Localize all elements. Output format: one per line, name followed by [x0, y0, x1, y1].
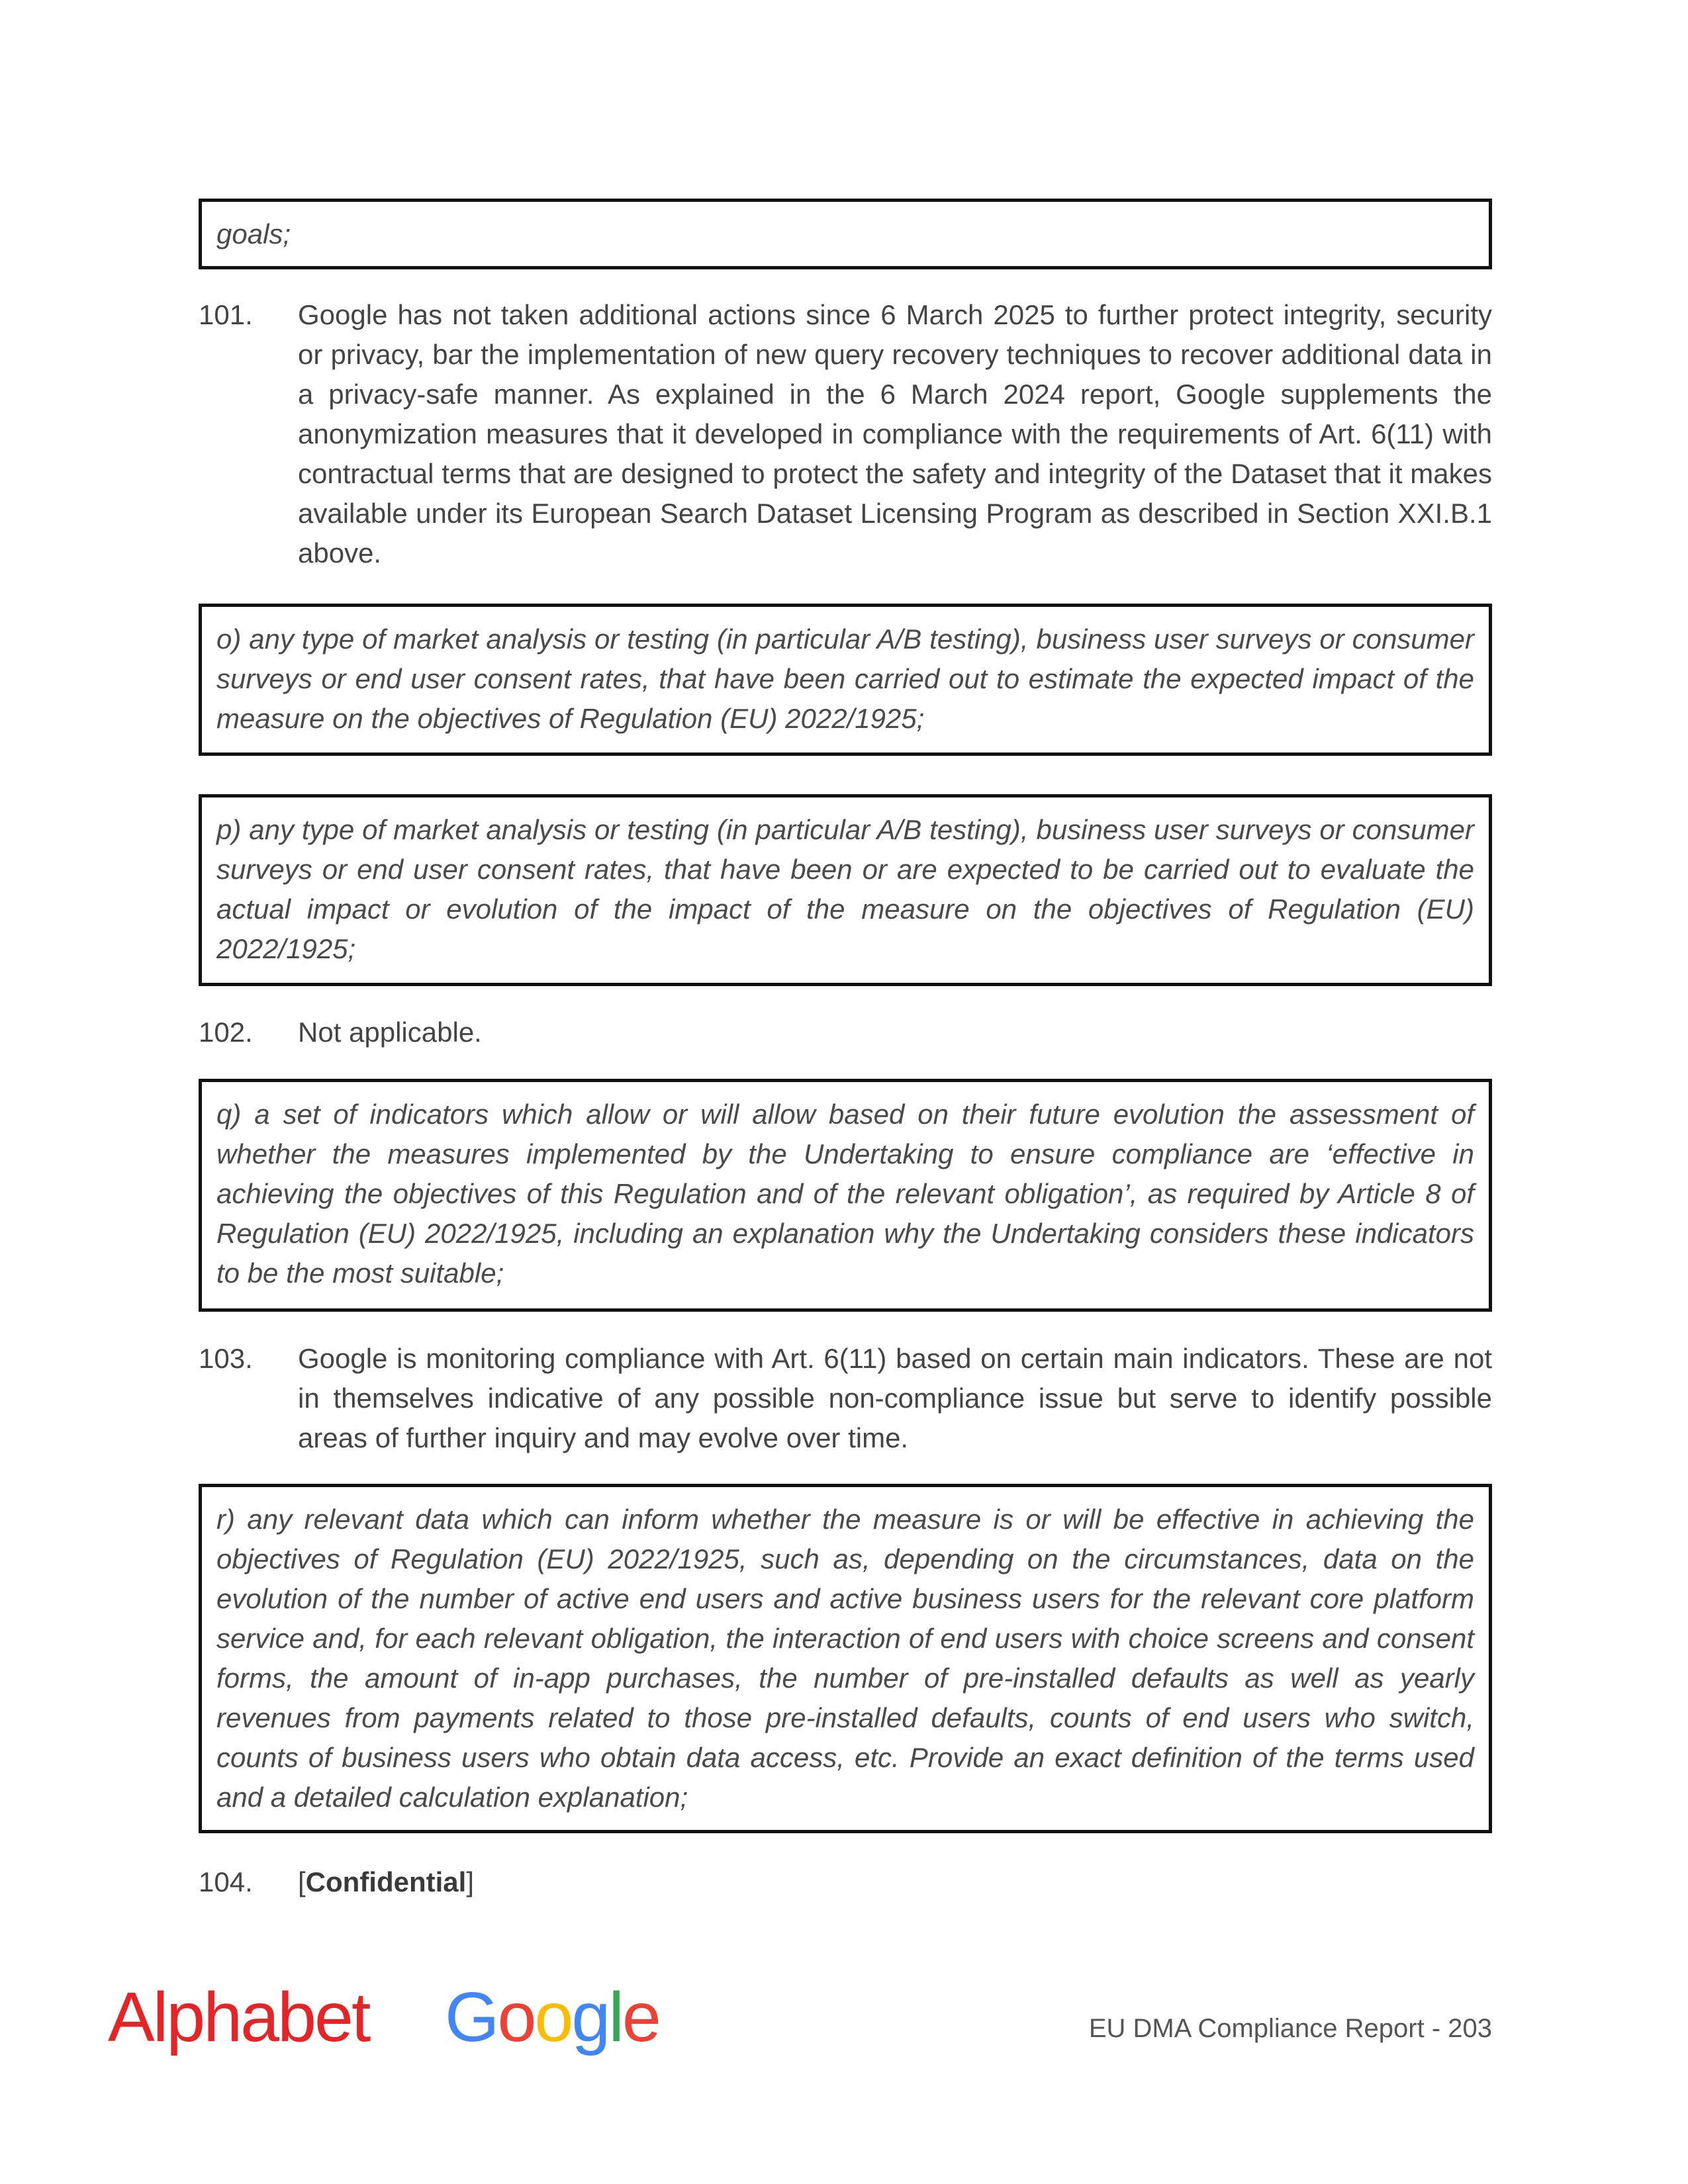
google-logo-letter: o: [497, 1978, 535, 2056]
google-logo-letter: e: [622, 1978, 659, 2056]
requirement-text: goals;: [216, 218, 291, 250]
google-logo-letter: o: [534, 1978, 572, 2056]
requirement-text: p) any type of market analysis or testing (in particular A/B testing), business user surveys or consumer surveys or end user consent rates, that have been or are expected to be carried out to evaluate the actual impact or evolution of the impact of the measure on the objectives of Regulation (EU) 2022/1925;: [216, 814, 1474, 964]
google-logo-letter: l: [608, 1978, 622, 2056]
requirement-text: o) any type of market analysis or testing (in particular A/B testing), business user surveys or consumer surveys or end user consent rates, that have been carried out to estimate the expected impact of the measure on the objectives of Regulation (EU) 2022/1925;: [216, 623, 1474, 734]
paragraph-text: [298, 1862, 1492, 1902]
paragraph-102: [199, 1013, 1492, 1052]
paragraph-number: 101.: [199, 299, 253, 330]
paragraph-text: Google is monitoring compliance with Art. 6(11) based on certain main indicators. These are not in themselves indicative of any possible non-compliance issue but serve to identify possible areas of further inquiry and may evolve over time.: [298, 1343, 1492, 1453]
google-logo-letter: g: [571, 1978, 609, 2056]
requirement-text: r) any relevant data which can inform whether the measure is or will be effective in achieving the objectives of Regulation (EU) 2022/1925, such as, depending on the circumstances, data on the evolution of the number of active end users and active business users for the relevant core platform service and, for each relevant obligation, the interaction of end users with choice screens and consent forms, the amount of in-app purchases, the number of pre-installed defaults as well as yearly revenues from payments related to those pre-installed defaults, counts of end users who switch, counts of business users who obtain data access, etc. Provide an exact definition of the terms used and a detailed calculation explanation;: [216, 1504, 1474, 1813]
paragraph-number: 103.: [199, 1343, 253, 1374]
paragraph-number: 102.: [199, 1017, 253, 1048]
requirement-box-p: [199, 794, 1492, 986]
google-logo: [445, 1978, 659, 2057]
requirement-text: q) a set of indicators which allow or will allow based on their future evolution the assessment of whether the measures implemented by the Undertaking to ensure compliance are ‘effective in achieving the objectives of this Regulation and of the relevant obligation’, as required by Article 8 of Regulation (EU) 2022/1925, including an explanation why the Undertaking considers these indicators to be the most suitable;: [216, 1099, 1474, 1289]
paragraph-text: Not applicable.: [298, 1017, 482, 1048]
paragraph-text: Google has not taken additional actions since 6 March 2025 to further protect integrity, security or privacy, bar the implementation of new query recovery techniques to recover additional data in a privacy-safe manner. As explained in the 6 March 2024 report, Google supplements the anonymization measures that it developed in compliance with the requirements of Art. 6(11) with contractual terms that are designed to protect the safety and integrity of the Dataset that it makes available under its European Search Dataset Licensing Program as described in Section XXI.B.1 above.: [298, 299, 1492, 569]
confidential-label: Confidential: [305, 1866, 467, 1897]
google-logo-letter: G: [445, 1978, 498, 2056]
bracket-close: ]: [466, 1866, 474, 1897]
requirement-box-o: [199, 604, 1492, 756]
report-page-label: EU DMA Compliance Report - 203: [1088, 2014, 1492, 2043]
paragraph-103: [199, 1339, 1492, 1458]
paragraph-101: [199, 295, 1492, 573]
bracket-open: [: [298, 1866, 306, 1897]
requirement-box-goals: [199, 199, 1492, 269]
requirement-box-q: [199, 1079, 1492, 1312]
paragraph-number: 104.: [199, 1866, 253, 1897]
paragraph-104: [199, 1862, 1492, 1902]
requirement-box-r: [199, 1484, 1492, 1833]
alphabet-logo: Alphabet: [108, 1978, 369, 2056]
